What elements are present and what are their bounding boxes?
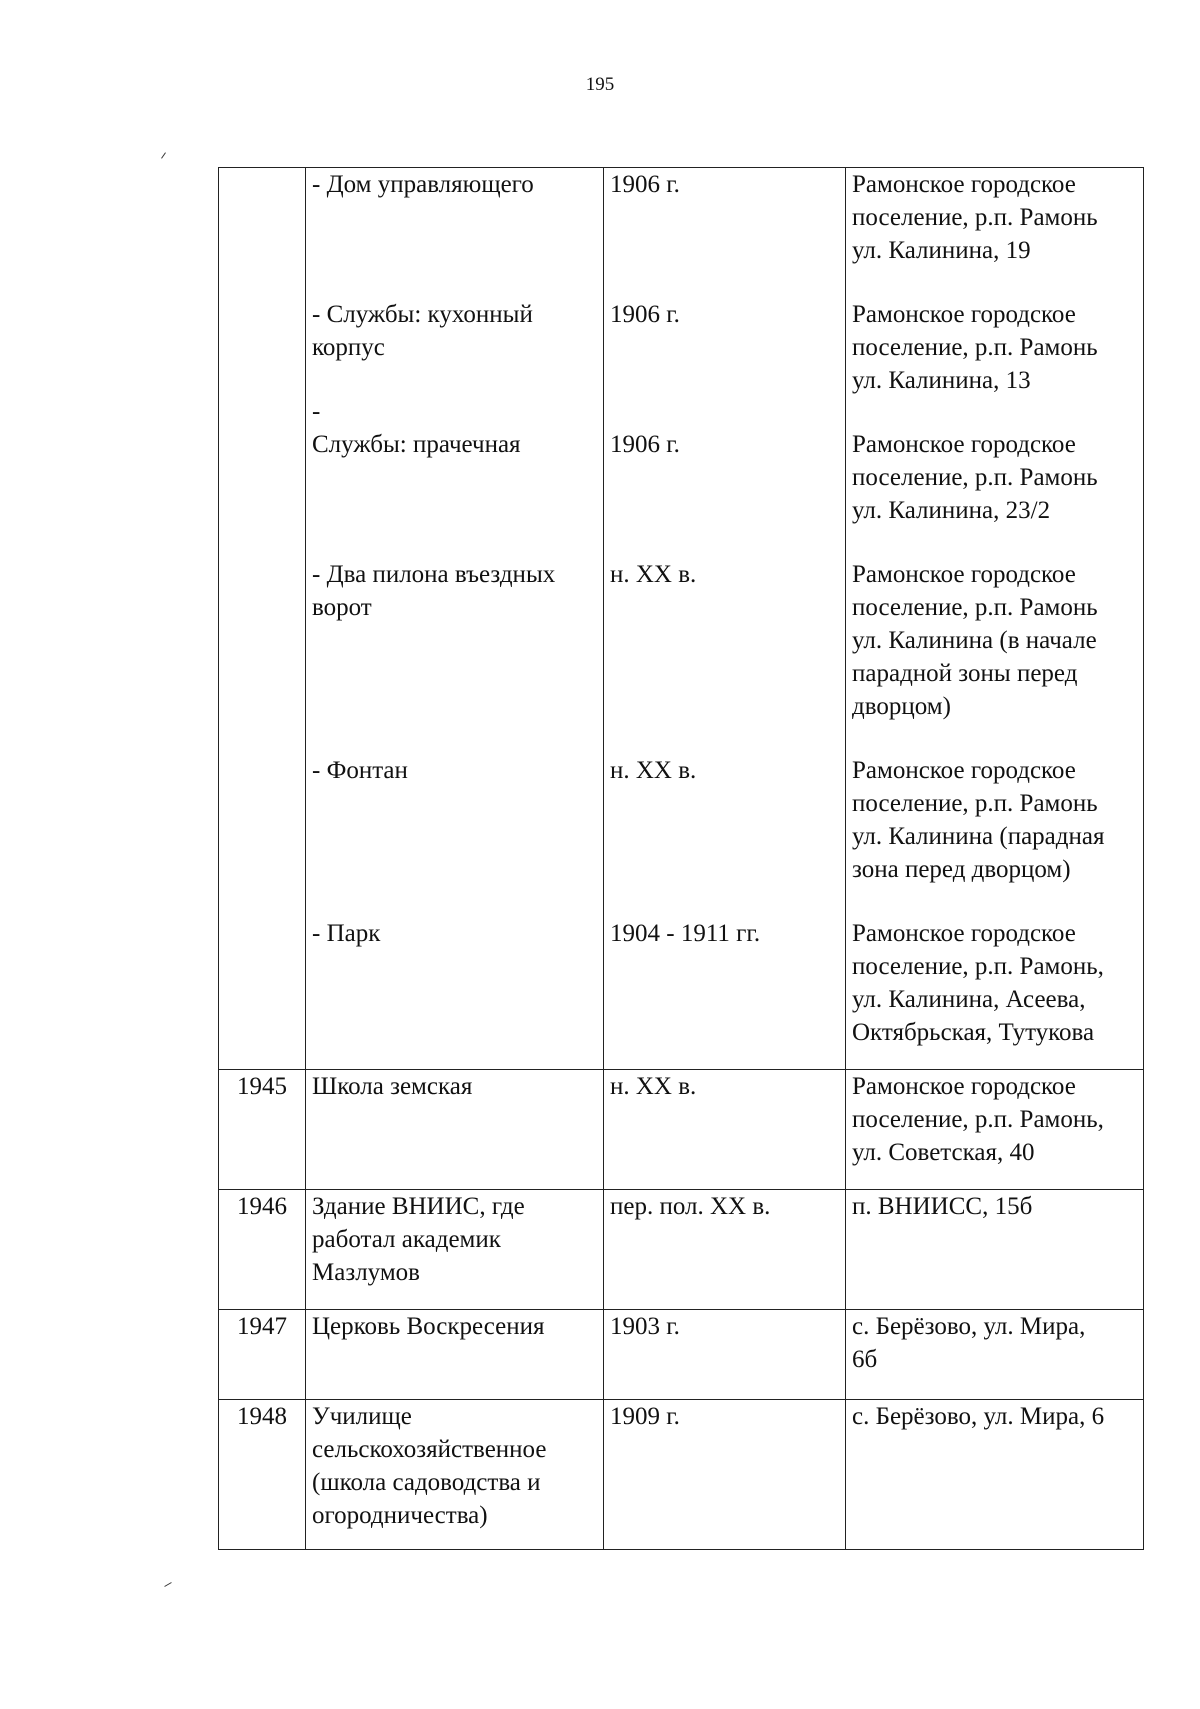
object-name-cell [306,397,604,558]
date-cell [604,917,846,1070]
table-row [219,428,1144,558]
address-cell [846,1310,1144,1400]
table-row [219,754,1144,917]
date-cell [604,1190,846,1310]
date-cell [604,754,846,917]
object-name: - Дом управляющего [312,171,534,198]
row-number-cell: 1945 [219,1070,306,1190]
object-name: - Фонтан [312,756,408,784]
object-address: Рамонское городское поселение, р.п. Рамонь ул. Калинина (парадная зона перед дворцом) [852,756,1105,883]
object-address: с. Берёзово, ул. Мира, 6 [852,1403,1105,1430]
table-row [219,917,1144,1070]
row-number-cell [219,168,306,1070]
object-date: н. XX в. [610,756,697,784]
object-address: Рамонское городское поселение, р.п. Рамонь ул. Калинина, 19 [852,171,1098,264]
object-name-cell [306,1310,604,1400]
object-address: Рамонское городское поселение, р.п. Рамонь, ул. Калинина, Асеева, Октябрьская, Тутукова [852,919,1104,1046]
row-number-cell: 1947 [219,1310,306,1400]
object-name: - Два пилона въездных ворот [312,560,556,621]
object-name: - Службы: прачечная [312,397,521,458]
table-row [219,1070,1144,1190]
address-cell [846,1400,1144,1550]
date-cell [604,428,846,558]
date-cell [604,298,846,428]
date-cell [604,168,846,298]
object-date: 1904 - 1911 гг. [610,919,761,947]
row-number-cell: 1946 [219,1190,306,1310]
row-number-cell: 1948 [219,1400,306,1550]
object-date: 1906 г. [610,430,680,458]
object-name: - Парк [312,919,381,947]
address-cell [846,558,1144,754]
object-address: Рамонское городское поселение, р.п. Рамонь ул. Калинина, 23/2 [852,430,1098,524]
object-date: пер. пол. XX в. [610,1193,771,1220]
object-name: Школа земская [312,1073,473,1100]
object-name: Здание ВНИИС, где работал академик Мазлумов [312,1193,525,1286]
date-cell [604,558,846,754]
date-cell [604,1070,846,1190]
object-address: п. ВНИИСС, 15б [852,1193,1033,1220]
scan-mark [164,1582,171,1587]
address-cell [846,754,1144,917]
page-number: 195 [585,74,615,95]
object-date: 1909 г. [610,1403,680,1430]
object-name-cell [306,1190,604,1310]
object-name-cell [306,1070,604,1190]
date-cell [604,1310,846,1400]
date-cell [604,1400,846,1550]
table-row [219,1310,1144,1400]
table-row [219,168,1144,298]
object-date: н. XX в. [610,560,697,588]
object-name-cell [306,754,604,917]
object-date: н. XX в. [610,1073,697,1100]
object-name: - Службы: кухонный корпус [312,300,533,361]
object-name-cell [306,1400,604,1550]
object-date: 1903 г. [610,1313,680,1340]
table-row [219,1190,1144,1310]
table-row [219,1400,1144,1550]
object-name-cell [306,558,604,754]
object-name-cell [306,917,604,1070]
address-cell [846,917,1144,1070]
object-name-cell [306,168,604,298]
address-cell [846,168,1144,298]
object-address: Рамонское городское поселение, р.п. Рамонь ул. Калинина, 13 [852,300,1098,394]
object-name: Училище сельскохозяйственное (школа садоводства и огородничества) [312,1403,547,1529]
object-name: Церковь Воскресения [312,1313,545,1340]
address-cell [846,428,1144,558]
object-date: 1906 г. [610,171,680,198]
object-address: Рамонское городское поселение, р.п. Рамонь, ул. Советская, 40 [852,1073,1104,1166]
table-row [219,558,1144,754]
object-date: 1906 г. [610,300,680,328]
object-address: с. Берёзово, ул. Мира, 6б [852,1313,1086,1373]
object-address: Рамонское городское поселение, р.п. Рамонь ул. Калинина (в начале парадной зоны перед дворцом) [852,560,1098,720]
address-cell [846,1070,1144,1190]
monuments-table [218,167,1144,1550]
address-cell [846,1190,1144,1310]
scan-mark [161,152,166,158]
address-cell [846,298,1144,428]
